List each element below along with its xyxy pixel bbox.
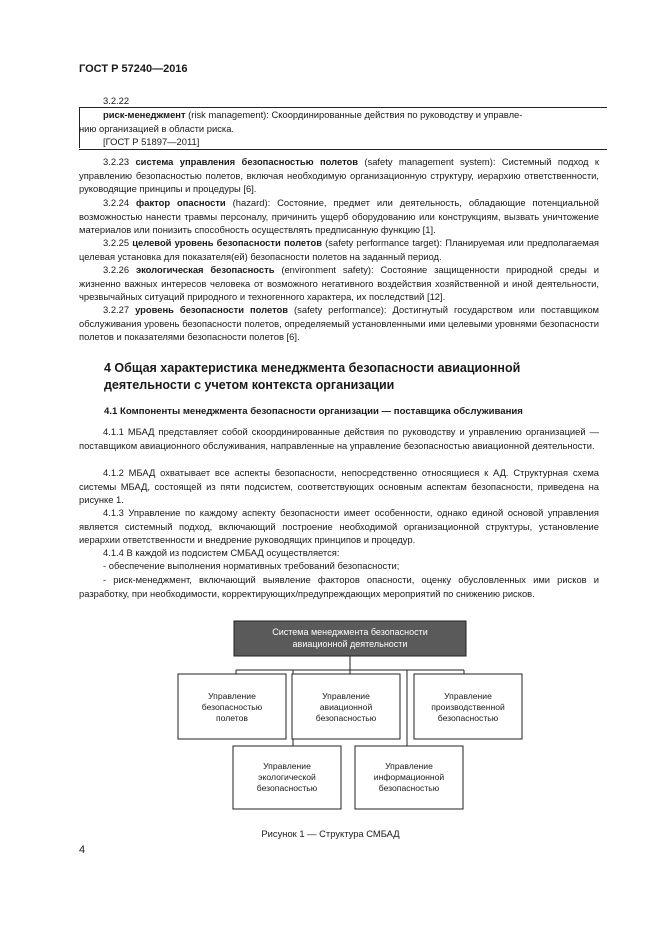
paragraph-4-1-2: 4.1.2 МБАД охватывает все аспекты безопасности, непосредственно относящиеся к АД. Структурная схема системы МБАД, состоящей из пяти подсистем, соответствующих основным аспектам безопасности, приведена на рисунке 1. [79, 467, 599, 505]
page-number: 4 [79, 844, 86, 856]
smbad-structure-diagram [175, 618, 525, 812]
box4-line1: Управление [263, 761, 311, 771]
box3-line2: производственной [431, 702, 505, 712]
box2-line1: Управление [322, 691, 370, 701]
box-bottom-rule [79, 149, 607, 150]
subsection-4-1-heading: 4.1 Компоненты менеджмента безопасности организации — поставщика обслуживания [104, 406, 523, 417]
box3-line3: безопасностью [437, 713, 499, 723]
term-3-2-26: 3.2.26 экологическая безопасность (environment safety): Состояние защищенности природной среды и жизненно важных интересов человека от возможного негативного воздействия хозяйственной и иной деятельности, чрезвычайных ситуаций природного и техногенного характера, их последствий [12]. [79, 264, 599, 302]
box4-line3: безопасностью [256, 783, 318, 793]
paragraph-4-1-4: 4.1.4 В каждой из подсистем СМБАД осуществляется: [103, 547, 340, 558]
box1-line3: полетов [216, 713, 248, 723]
term-number-3-2-22: 3.2.22 [103, 95, 130, 106]
bullet-2: - риск-менеджмент, включающий выявление факторов опасности, оценку обусловленных ими рисков и разработку, при необходимости, корректирующих/предупреждающих мероприятий по снижению рисков. [79, 574, 599, 599]
box2-line2: авиационной [319, 702, 373, 712]
term-3-2-23: 3.2.23 система управления безопасностью полетов (safety management system): Системный подход к управлению безопасностью полетов, включая необходимую организационную структуру, иерархию ответственности, руководящие принципы и процедуры [6]. [79, 156, 600, 194]
term-3-2-25: 3.2.25 целевой уровень безопасности полетов (safety performance target): Планируемая или предполагаемая целевая установка для показателя(ей) безопасности полетов на заданный период. [79, 237, 599, 262]
diagram-top-line2: авиационной деятельности [292, 639, 408, 649]
term-3-2-24: 3.2.24 фактор опасности (hazard): Состояние, предмет или деятельность, обладающие потенциальной возможностью нанести травмы персоналу, причинить ущерб оборудованию или конструкциям, вызвать уничтожение материалов или понизить способность осуществлять предписанную функцию [1]. [79, 197, 599, 235]
term-3-2-22-source: [ГОСТ Р 51897—2011] [103, 136, 200, 147]
figure-caption: Рисунок 1 — Структура СМБАД [261, 828, 400, 839]
box1-line2: безопасностью [201, 702, 263, 712]
section-4-heading: 4 Общая характеристика менеджмента безопасности авиационной деятельности с учетом контекста организации [104, 361, 521, 392]
box2-line3: безопасностью [315, 713, 377, 723]
box5-line2: информационной [373, 772, 445, 782]
paragraph-4-1-1: 4.1.1 МБАД представляет собой скоординированные действия по руководству и управлению организацией — поставщиком авиационного обслуживания, направленные на управление безопасностью авиационной деятельности. [79, 426, 599, 451]
box3-line1: Управление [444, 691, 492, 701]
standard-header: ГОСТ Р 57240—2016 [79, 63, 188, 75]
box5-line1: Управление [385, 761, 433, 771]
box4-line2: экологической [258, 772, 316, 782]
bullet-1: - обеспечение выполнения нормативных требований безопасности; [103, 560, 400, 571]
diagram-top-line1: Система менеджмента безопасности [272, 627, 428, 637]
term-3-2-22-definition: риск-менеджмент (risk management): Скоординированные действия по руководству и управле- нию организацией в области риска. [ГОСТ Р 51897—2011] [79, 109, 523, 147]
term-3-2-22-term: риск-менеджмент [103, 109, 186, 120]
term-3-2-27: 3.2.27 уровень безопасности полетов (safety performance): Достигнутый государством или поставщиком обслуживания уровень безопасности полетов, определяемый установленными ими целевыми уровнями безопасности полетов и показателями безопасности полетов [6]. [79, 304, 600, 342]
box1-line1: Управление [208, 691, 256, 701]
paragraph-4-1-3: 4.1.3 Управление по каждому аспекту безопасности имеет особенности, однако единой основой управления является системный подход, включающий построение необходимой организационной структуры, установление иерархии ответственности и внедрение руководящих принципов и процедур. [79, 507, 599, 545]
box5-line3: безопасностью [378, 783, 440, 793]
